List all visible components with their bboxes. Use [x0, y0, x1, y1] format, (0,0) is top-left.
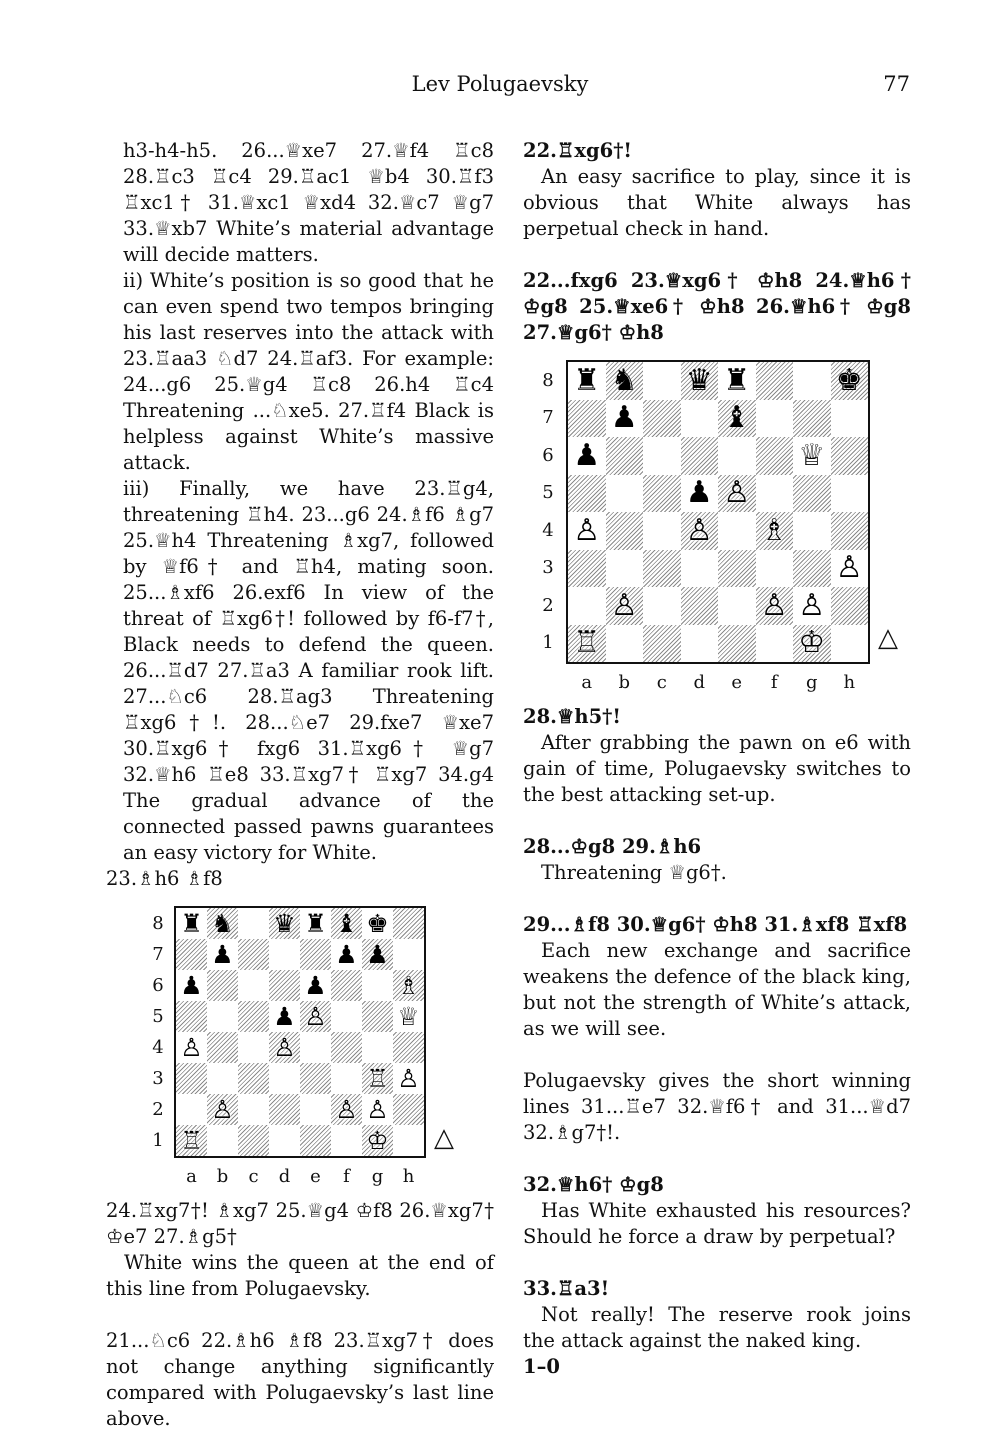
board-square-d5	[681, 475, 719, 513]
board-square-a2	[568, 587, 606, 625]
chess-piece: ♚	[366, 909, 389, 938]
chess-piece: ♗	[397, 971, 420, 1000]
chess-piece: ♟	[685, 475, 713, 511]
file-label: b	[216, 1166, 229, 1187]
board-square-g7	[793, 400, 831, 438]
chess-piece: ♟	[273, 1002, 296, 1031]
board-square-f1	[331, 1125, 362, 1156]
board-square-a7	[568, 400, 606, 438]
move-heading: 28...♔g8 29.♗h6	[523, 835, 702, 858]
board-square-c2	[643, 587, 681, 625]
running-title: Lev Polugaevsky	[411, 72, 589, 96]
right-text-top	[523, 138, 911, 346]
chess-piece: ♙	[760, 587, 788, 623]
board-square-h8	[393, 908, 424, 939]
board-square-f2	[756, 587, 794, 625]
paragraph: 21...♘c6 22.♗h6 ♗f8 23.♖xg7† does not change anything significantly compared with Polugaevsky’s last line above.	[106, 1329, 494, 1430]
board-square-g2	[362, 1094, 393, 1125]
board-square-h6	[393, 970, 424, 1001]
board-square-g1	[362, 1125, 393, 1156]
board-square-c5	[643, 475, 681, 513]
board-square-g5	[793, 475, 831, 513]
chess-piece: ♕	[397, 1002, 420, 1031]
chess-piece: ♟	[335, 940, 358, 969]
page-number: 77	[883, 72, 910, 96]
board-square-d2	[681, 587, 719, 625]
board-square-c2	[238, 1094, 269, 1125]
chess-piece: ♙	[273, 1033, 296, 1062]
file-label: d	[278, 1166, 291, 1187]
chess-piece: ♙	[397, 1064, 420, 1093]
board-square-h3	[393, 1063, 424, 1094]
board-square-e7	[718, 400, 756, 438]
board-square-b5	[606, 475, 644, 513]
rank-label: 3	[542, 557, 554, 579]
chess-diagram-1	[106, 906, 494, 1194]
file-label: h	[843, 672, 856, 693]
board-square-b6	[606, 437, 644, 475]
chess-piece: ♔	[798, 625, 826, 661]
chess-board	[566, 360, 870, 664]
chess-piece: ♙	[335, 1095, 358, 1124]
board-square-d8	[681, 362, 719, 400]
move-heading: 33.♖a3!	[523, 1277, 610, 1300]
paragraph: An easy sacrifice to play, since it is obvious that White always has perpetual check in hand.	[523, 165, 911, 240]
board-square-e2	[718, 587, 756, 625]
board-square-g8	[362, 908, 393, 939]
board-square-g3	[793, 550, 831, 588]
board-square-d3	[681, 550, 719, 588]
board-square-a4	[176, 1032, 207, 1063]
board-square-h5	[831, 475, 869, 513]
paragraph: 24.♖xg7†! ♗xg7 25.♕g4 ♔f8 26.♕xg7† ♔e7 27.♗g5†	[106, 1199, 494, 1248]
board-square-h7	[393, 939, 424, 970]
board-square-b5	[207, 1001, 238, 1032]
chess-piece: ♙	[211, 1095, 234, 1124]
chess-piece: ♟	[573, 437, 601, 473]
board-square-g4	[793, 512, 831, 550]
chess-piece: ♖	[366, 1064, 389, 1093]
board-square-f5	[756, 475, 794, 513]
file-label: c	[248, 1166, 259, 1187]
board-square-c4	[643, 512, 681, 550]
left-text-bottom	[106, 1198, 494, 1432]
board-square-a7	[176, 939, 207, 970]
paragraph: Polugaevsky gives the short winning lines 31...♖e7 32.♕f6† and 31...♕d7 32.♗g7†!.	[523, 1069, 911, 1144]
rank-label: 4	[542, 519, 554, 541]
move-heading: 22.♖xg6†!	[523, 139, 632, 162]
board-square-c7	[238, 939, 269, 970]
board-square-b4	[207, 1032, 238, 1063]
board-square-b1	[207, 1125, 238, 1156]
file-label: e	[310, 1166, 321, 1187]
board-square-f8	[331, 908, 362, 939]
paragraph-gap	[523, 808, 911, 834]
board-square-e2	[300, 1094, 331, 1125]
board-square-a8	[176, 908, 207, 939]
move-heading: 32.♕h6† ♔g8	[523, 1173, 664, 1196]
move-heading: 1–0	[523, 1355, 560, 1378]
chess-piece: ♝	[335, 909, 358, 938]
chess-piece: ♞	[211, 909, 234, 938]
board-square-e1	[718, 625, 756, 663]
right-text-bottom	[523, 704, 911, 1380]
paragraph: Has White exhausted his resources? Should he force a draw by perpetual?	[523, 1199, 911, 1248]
board-square-f6	[331, 970, 362, 1001]
paragraph: White wins the queen at the end of this line from Polugaevsky.	[106, 1251, 494, 1300]
board-square-b4	[606, 512, 644, 550]
chess-piece: ♙	[366, 1095, 389, 1124]
paragraph: iii) Finally, we have 23.♖g4, threatening ♖h4. 23...g6 24.♗f6 ♗g7 25.♕h4 Threatening ♗xg7, followed by ♕f6† and ♖h4, mating soon. 25...♗xf6 26.exf6 In view of the threat of ♖xg6†! followed by f6-f7†, Black needs to defend the queen. 26...♖d7 27.♖a3 A familiar rook lift. 27...♘c6 28.♖ag3 Threatening ♖xg6†!. 28...♘e7 29.fxe7 ♕xe7 30.♖xg6† fxg6 31.♖xg6† ♕g7 32.♕h6 ♖e8 33.♖xg7† ♖xg7 34.g4 The gradual advance of the connected passed pawns guarantees an easy victory for White.	[123, 477, 494, 864]
paragraph: Not really! The reserve rook joins the attack against the naked king.	[523, 1303, 911, 1352]
board-square-h2	[393, 1094, 424, 1125]
board-square-d2	[269, 1094, 300, 1125]
board-square-f3	[756, 550, 794, 588]
rank-label: 5	[152, 1005, 164, 1027]
board-square-b7	[207, 939, 238, 970]
board-square-g3	[362, 1063, 393, 1094]
rank-label: 8	[542, 369, 554, 391]
board-square-c4	[238, 1032, 269, 1063]
board-square-b8	[207, 908, 238, 939]
chess-piece: ♟	[366, 940, 389, 969]
board-square-d1	[269, 1125, 300, 1156]
board-square-a6	[176, 970, 207, 1001]
board-square-c3	[238, 1063, 269, 1094]
file-label: f	[770, 672, 778, 693]
chess-piece: ♙	[573, 512, 601, 548]
board-square-b2	[207, 1094, 238, 1125]
board-square-d3	[269, 1063, 300, 1094]
rank-label: 2	[542, 594, 554, 616]
board-square-b1	[606, 625, 644, 663]
board-square-d6	[681, 437, 719, 475]
chess-diagram-2	[523, 360, 911, 700]
chess-piece: ♕	[798, 437, 826, 473]
rank-label: 5	[542, 482, 554, 504]
board-square-c6	[643, 437, 681, 475]
board-square-c8	[238, 908, 269, 939]
board-square-b3	[606, 550, 644, 588]
paragraph-gap	[523, 1146, 911, 1172]
left-column	[106, 138, 494, 1432]
board-square-e1	[300, 1125, 331, 1156]
board-square-g6	[362, 970, 393, 1001]
board-square-h4	[831, 512, 869, 550]
board-square-a1	[176, 1125, 207, 1156]
file-label: e	[731, 672, 743, 693]
board-square-e5	[718, 475, 756, 513]
board-square-h8	[831, 362, 869, 400]
board-square-g8	[793, 362, 831, 400]
chess-piece: ♔	[366, 1126, 389, 1155]
board-square-e4	[300, 1032, 331, 1063]
rank-label: 7	[542, 407, 554, 429]
board-square-d7	[269, 939, 300, 970]
rank-label: 2	[152, 1098, 164, 1120]
chess-piece: ♚	[835, 362, 863, 398]
board-square-c1	[643, 625, 681, 663]
file-label: b	[618, 672, 631, 693]
file-label: a	[581, 672, 593, 693]
board-square-f3	[331, 1063, 362, 1094]
chess-piece: ♙	[610, 587, 638, 623]
board-square-d5	[269, 1001, 300, 1032]
rank-label: 6	[152, 974, 164, 996]
paragraph-gap	[523, 1042, 911, 1068]
right-column	[523, 138, 911, 1380]
board-square-a8	[568, 362, 606, 400]
board-square-a1	[568, 625, 606, 663]
board-square-a3	[568, 550, 606, 588]
board-square-h4	[393, 1032, 424, 1063]
rank-label: 7	[152, 943, 164, 965]
paragraph: Each new exchange and sacrifice weakens the defence of the black king, but not the strength of White’s attack, as we will see.	[523, 939, 911, 1040]
board-square-h3	[831, 550, 869, 588]
board-square-d4	[269, 1032, 300, 1063]
board-square-h7	[831, 400, 869, 438]
board-square-f4	[331, 1032, 362, 1063]
move-heading: 22...fxg6 23.♕xg6† ♔h8 24.♕h6† ♔g8 25.♕xe6† ♔h8 26.♕h6† ♔g8 27.♕g6† ♔h8	[523, 269, 911, 344]
chess-piece: ♟	[211, 940, 234, 969]
board-square-h5	[393, 1001, 424, 1032]
board-square-a4	[568, 512, 606, 550]
board-square-e3	[718, 550, 756, 588]
chess-piece: ♖	[180, 1126, 203, 1155]
board-square-e8	[300, 908, 331, 939]
chess-board	[174, 906, 426, 1158]
board-square-d1	[681, 625, 719, 663]
paragraph: h3-h4-h5. 26...♕xe7 27.♕f4 ♖c8 28.♖c3 ♖c4 29.♖ac1 ♕b4 30.♖f3 ♖xc1† 31.♕xc1 ♕xd4 32.♕c7 ♕g7 33.♕xb7 White’s material advantage will decide matters.	[123, 139, 494, 266]
board-square-g5	[362, 1001, 393, 1032]
board-square-e4	[718, 512, 756, 550]
paragraph: 23.♗h6 ♗f8	[106, 867, 223, 890]
board-square-e6	[718, 437, 756, 475]
board-square-h1	[831, 625, 869, 663]
board-square-b3	[207, 1063, 238, 1094]
board-square-e6	[300, 970, 331, 1001]
rank-label: 1	[542, 632, 554, 654]
white-to-move-triangle: △	[878, 622, 898, 653]
board-square-d4	[681, 512, 719, 550]
board-square-e5	[300, 1001, 331, 1032]
chess-piece: ♝	[723, 400, 751, 436]
file-label: g	[805, 672, 818, 693]
chess-piece: ♜	[723, 362, 751, 398]
file-label: f	[343, 1166, 350, 1187]
board-square-b7	[606, 400, 644, 438]
board-square-c1	[238, 1125, 269, 1156]
board-square-g7	[362, 939, 393, 970]
chess-piece: ♙	[685, 512, 713, 548]
board-square-g2	[793, 587, 831, 625]
paragraph: ii) White’s position is so good that he can even spend two tempos bringing his last reserves into the attack with 23.♖aa3 ♘d7 24.♖af3. For example: 24...g6 25.♕g4 ♖c8 26.h4 ♖c4 Threatening ...♘xe5. 27.♖f4 Black is helpless against White’s massive attack.	[123, 269, 494, 474]
chess-piece: ♗	[760, 512, 788, 548]
file-label: d	[693, 672, 706, 693]
board-square-c6	[238, 970, 269, 1001]
board-square-a2	[176, 1094, 207, 1125]
board-square-c5	[238, 1001, 269, 1032]
board-square-g1	[793, 625, 831, 663]
paragraph: After grabbing the pawn on e6 with gain of time, Polugaevsky switches to the best attacking set-up.	[523, 731, 911, 806]
chess-piece: ♞	[610, 362, 638, 398]
board-square-e7	[300, 939, 331, 970]
chess-piece: ♙	[798, 587, 826, 623]
move-heading: 28.♕h5†!	[523, 705, 621, 728]
board-square-d8	[269, 908, 300, 939]
chess-piece: ♛	[685, 362, 713, 398]
move-heading: 29...♗f8 30.♕g6† ♔h8 31.♗xf8 ♖xf8	[523, 913, 908, 936]
rank-label: 4	[152, 1036, 164, 1058]
board-square-c8	[643, 362, 681, 400]
paragraph: Threatening ♕g6†.	[541, 861, 727, 884]
board-square-f7	[331, 939, 362, 970]
white-to-move-triangle: △	[434, 1123, 454, 1153]
board-square-e8	[718, 362, 756, 400]
board-square-b2	[606, 587, 644, 625]
board-square-b6	[207, 970, 238, 1001]
board-square-a3	[176, 1063, 207, 1094]
board-square-g4	[362, 1032, 393, 1063]
board-square-h1	[393, 1125, 424, 1156]
board-square-d6	[269, 970, 300, 1001]
board-square-f8	[756, 362, 794, 400]
chess-piece: ♜	[573, 362, 601, 398]
board-square-f7	[756, 400, 794, 438]
chess-piece: ♜	[180, 909, 203, 938]
file-label: h	[402, 1166, 415, 1187]
board-square-f4	[756, 512, 794, 550]
board-square-e3	[300, 1063, 331, 1094]
file-label: c	[656, 672, 667, 693]
rank-label: 6	[542, 444, 554, 466]
board-square-f2	[331, 1094, 362, 1125]
board-square-a5	[568, 475, 606, 513]
chess-piece: ♟	[304, 971, 327, 1000]
chess-piece: ♛	[273, 909, 296, 938]
chess-piece: ♙	[723, 475, 751, 511]
paragraph-gap	[106, 1302, 494, 1328]
chess-piece: ♖	[573, 625, 601, 661]
board-square-c3	[643, 550, 681, 588]
board-square-g6	[793, 437, 831, 475]
board-square-b8	[606, 362, 644, 400]
left-text-top	[106, 138, 494, 892]
chess-piece: ♟	[610, 400, 638, 436]
board-square-d7	[681, 400, 719, 438]
rank-label: 3	[152, 1067, 164, 1089]
board-square-f1	[756, 625, 794, 663]
chess-piece: ♙	[835, 550, 863, 586]
paragraph-gap	[523, 242, 911, 268]
board-square-a6	[568, 437, 606, 475]
rank-label: 8	[152, 912, 164, 934]
board-square-a5	[176, 1001, 207, 1032]
chess-piece: ♙	[304, 1002, 327, 1031]
file-label: a	[186, 1166, 197, 1187]
paragraph-gap	[523, 1250, 911, 1276]
board-square-f6	[756, 437, 794, 475]
board-square-h2	[831, 587, 869, 625]
chess-piece: ♙	[180, 1033, 203, 1062]
board-square-h6	[831, 437, 869, 475]
board-square-f5	[331, 1001, 362, 1032]
chess-piece: ♜	[304, 909, 327, 938]
board-square-c7	[643, 400, 681, 438]
rank-label: 1	[152, 1129, 164, 1151]
file-label: g	[371, 1166, 384, 1187]
paragraph-gap	[523, 886, 911, 912]
chess-piece: ♟	[180, 971, 203, 1000]
